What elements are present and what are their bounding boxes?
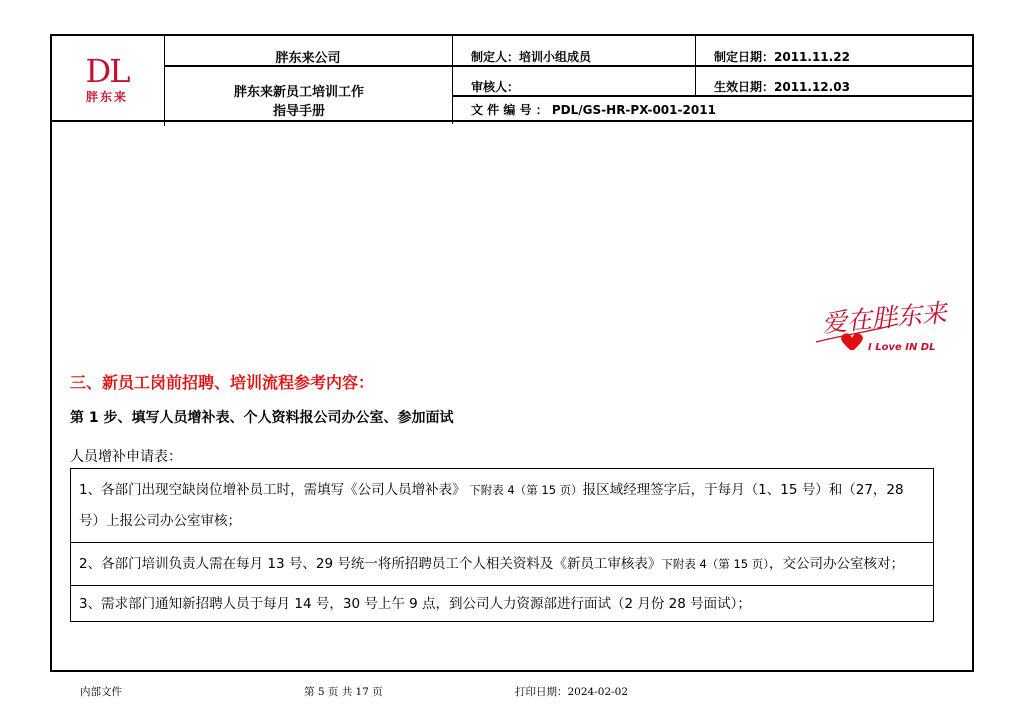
footer-internal: 内部文件 [80,686,122,698]
company-name: 胖东来公司 [275,51,341,66]
doc-number-field: 文 件 编 号 ： PDL/GS-HR-PX-001-2011 [471,103,716,117]
header-vline [452,36,453,124]
requirements-table [70,468,934,622]
created-date-field: 制定日期：2011.11.22 [714,50,850,64]
logo-name: 胖东来 [85,90,128,104]
footer-print-date: 打印日期：2024-02-02 [515,686,629,698]
logo-mark: DL [85,52,129,90]
requirement-item: 2、各部门培训负责人需在每月 13 号、29 号统一将所招聘员工个人相关资料及《新员工审核表》下附表 4（第 15 页），交公司办公室核对； [71,543,934,586]
slogan-script: 爱在胖东来 [820,298,948,338]
requirement-item: 3、需求部门通知新招聘人员于每月 14 号，30 号上午 9 点，到公司人力资源部进行面试（2 月份 28 号面试）； [71,586,934,622]
heart-icon [841,333,863,350]
step-title: 第 1 步、填写人员增补表、个人资料报公司办公室、参加面试 [70,410,454,426]
header-vline [695,36,696,96]
slogan-tagline: I Love IN DL [868,342,936,353]
table-row [71,586,934,622]
header-bottom-line [50,120,974,122]
reviewer-field: 审核人： [471,80,520,94]
slogan-graphic [808,292,948,362]
requirement-item: 1、各部门出现空缺岗位增补员工时，需填写《公司人员增补表》 下附表 4（第 15 页）报区域经理签字后，于每月（1、15 号）和（27，28 号）上报公司办公室审核； [71,469,934,543]
footer-page-number: 第 5 页 共 17 页 [304,686,383,698]
header-divider [452,95,974,97]
section-title: 三、新员工岗前招聘、培训流程参考内容： [70,373,375,392]
manual-title-line1: 胖东来新员工培训工作 [233,85,364,100]
effective-date-field: 生效日期：2011.12.03 [714,80,850,94]
table-row [71,543,934,586]
manual-title-line2: 指导手册 [272,104,325,119]
company-logo [80,52,134,105]
form-intro: 人员增补申请表： [70,449,182,465]
drafter-field: 制定人：培训小组成员 [471,50,592,64]
table-row [71,469,934,543]
